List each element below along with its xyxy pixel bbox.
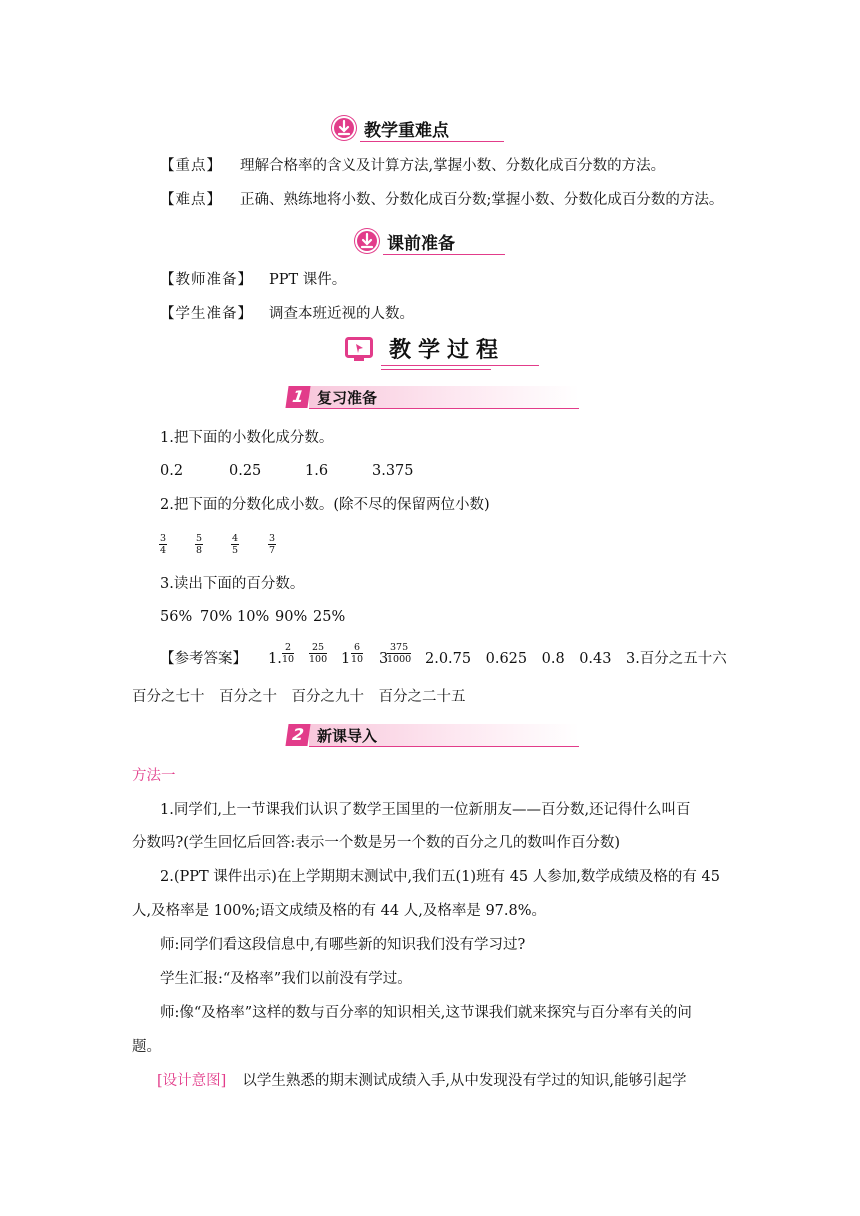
student-prep-label: 【学生准备】 [160, 306, 253, 322]
answer-fraction: $\frac{25}{100}$ [309, 642, 328, 665]
paragraph-1a: 1.同学们,上一节课我们认识了数学王国里的一位新朋友——百分数,还记得什么叫百 [160, 802, 691, 818]
section-number-badge: 2 [285, 724, 310, 746]
fraction-item: $\frac{3}{7}$ [269, 533, 276, 556]
divider [309, 746, 579, 747]
divider [381, 369, 491, 370]
key-point-row [160, 157, 665, 175]
percent-item: 70% [200, 609, 233, 625]
answer-prefix: 1. [268, 651, 282, 667]
student-prep-row [160, 305, 414, 323]
section-title: 教学重难点 [364, 121, 449, 141]
main-section-header [345, 333, 540, 369]
paragraph-4: 学生汇报:“及格率”我们以前没有学过。 [160, 971, 412, 987]
section-header-difficulty [332, 114, 504, 144]
design-intent-label: [设计意图] [157, 1073, 227, 1089]
subsection-title: 复习准备 [317, 389, 378, 407]
teacher-prep-label: 【教师准备】 [160, 272, 253, 288]
answer-fraction: $\frac{2}{10}$ [282, 642, 295, 665]
paragraph-5a: 师:像“及格率”这样的数与百分率的知识相关,这节课我们就来探究与百分率有关的问 [160, 1005, 692, 1021]
answer-rest: 2.0.75 0.625 0.8 0.43 3.百分之五十六 [425, 651, 727, 667]
student-prep-text: 调查本班近视的人数。 [269, 306, 414, 322]
hard-point-text: 正确、熟练地将小数、分数化成百分数;掌握小数、分数化成百分数的方法。 [240, 192, 724, 208]
section-title: 课前准备 [387, 234, 455, 254]
answer-label: 【参考答案】 [160, 651, 247, 667]
subsection-header-review [287, 386, 579, 410]
question-1: 1.把下面的小数化成分数。 [160, 430, 334, 446]
monitor-icon [345, 337, 373, 363]
decimal-item: 3.375 [372, 463, 414, 479]
hard-point-row [160, 191, 723, 209]
main-title: 教学过程 [389, 338, 506, 363]
decimal-item: 1.6 [305, 463, 329, 479]
teacher-prep-row [160, 271, 346, 289]
download-arrow-icon [355, 229, 379, 253]
divider [360, 141, 504, 142]
teacher-prep-text: PPT 课件。 [269, 272, 347, 288]
fraction-item: $\frac{4}{5}$ [232, 533, 239, 556]
percent-item: 10% [237, 609, 270, 625]
section-header-prep [355, 227, 505, 257]
paragraph-3: 师:同学们看这段信息中,有哪些新的知识我们没有学习过? [160, 937, 526, 953]
divider [309, 408, 579, 409]
percent-item: 25% [313, 609, 346, 625]
paragraph-1b: 分数吗?(学生回忆后回答:表示一个数是另一个数的百分之几的数叫作百分数) [132, 835, 620, 851]
subsection-header-intro [287, 724, 579, 748]
answer-whole: 1 [341, 651, 351, 667]
divider [381, 365, 539, 366]
divider [383, 254, 505, 255]
percent-item: 90% [275, 609, 308, 625]
answer-whole: 3 [379, 651, 389, 667]
design-intent-text: 以学生熟悉的期末测试成绩入手,从中发现没有学过的知识,能够引起学 [242, 1073, 687, 1089]
key-point-label: 【重点】 [160, 158, 222, 174]
percent-item: 56% [160, 609, 193, 625]
key-point-text: 理解合格率的含义及计算方法,掌握小数、分数化成百分数的方法。 [240, 158, 666, 174]
paragraph-5b: 题。 [132, 1039, 161, 1055]
fraction-item: $\frac{5}{8}$ [196, 533, 203, 556]
decimal-item: 0.2 [160, 463, 184, 479]
download-arrow-icon [332, 116, 356, 140]
design-intent-row [157, 1072, 687, 1090]
fraction-item: $\frac{3}{4}$ [160, 533, 167, 556]
paragraph-2b: 人,及格率是 100%;语文成绩及格的有 44 人,及格率是 97.8%。 [132, 903, 547, 919]
subsection-title: 新课导入 [317, 727, 378, 745]
question-3: 3.读出下面的百分数。 [160, 576, 305, 592]
paragraph-2a: 2.(PPT 课件出示)在上学期期末测试中,我们五(1)班有 45 人参加,数学成绩及格的有 45 [160, 869, 720, 885]
decimal-item: 0.25 [229, 463, 262, 479]
section-number-badge: 1 [285, 386, 310, 408]
answer-fraction: $\frac{6}{10}$ [351, 642, 364, 665]
hard-point-label: 【难点】 [160, 192, 222, 208]
method-label: 方法一 [132, 768, 176, 784]
question-2: 2.把下面的分数化成小数。(除不尽的保留两位小数) [160, 497, 490, 513]
answer-line-2: 百分之七十 百分之十 百分之九十 百分之二十五 [132, 689, 466, 705]
answer-fraction: $\frac{375}{1000}$ [387, 642, 412, 665]
